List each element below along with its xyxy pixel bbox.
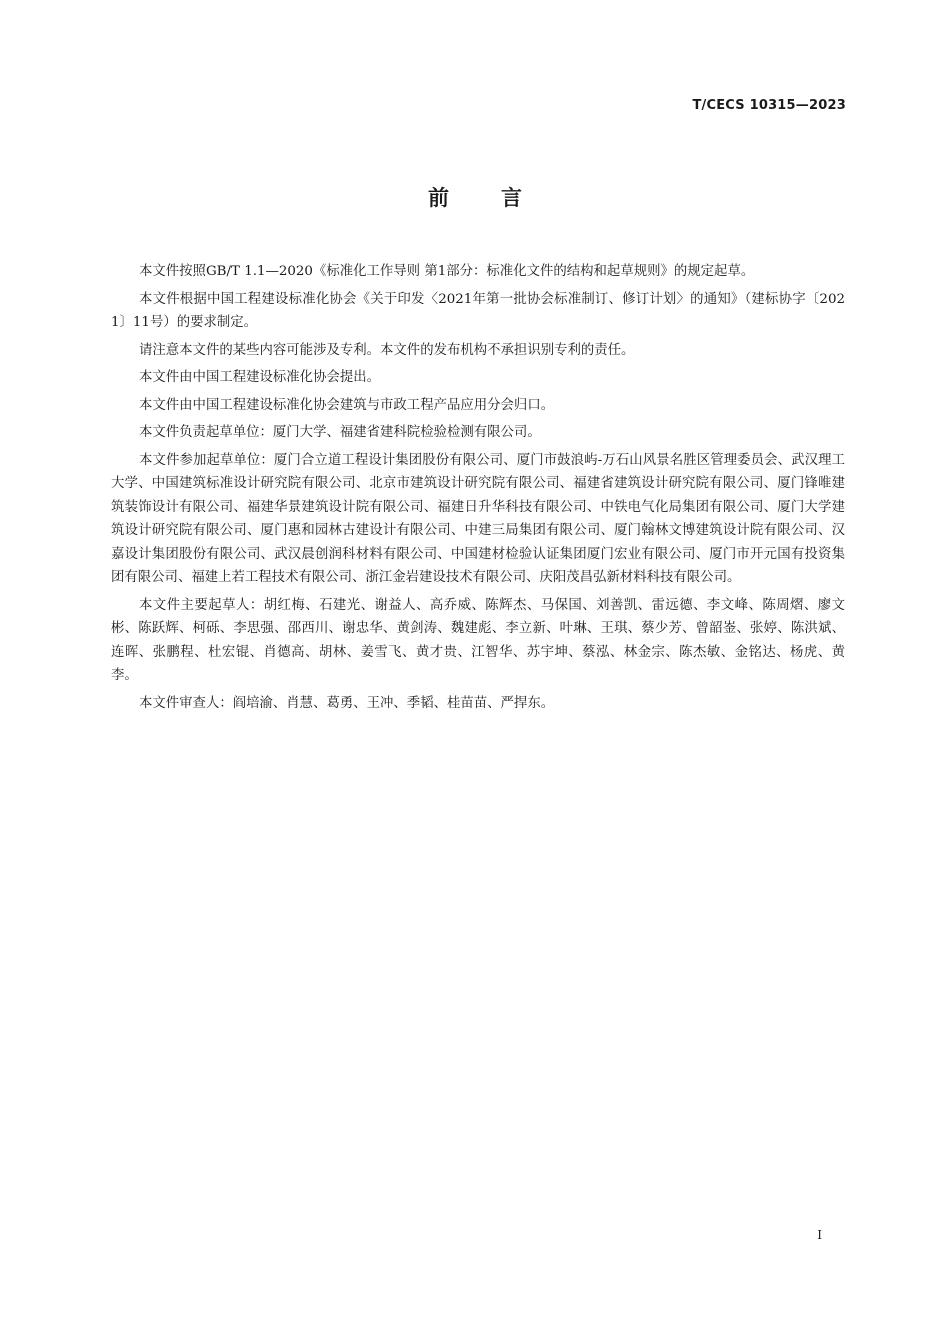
- page-title: 前言: [428, 186, 574, 210]
- paragraph-administered-by: 本文件由中国工程建设标准化协会建筑与市政工程产品应用分会归口。: [139, 397, 555, 413]
- paragraph-lead-drafters: 本文件负责起草单位：厦门大学、福建省建科院检验检测有限公司。: [139, 425, 541, 440]
- foreword-body: [111, 260, 845, 719]
- paragraph-participating-units: 本文件参加起草单位：厦门合立道工程设计集团股份有限公司、厦门市鼓浪屿-万石山风景名胜区管理委员会、武汉理工大学、中国建筑标准设计研究院有限公司、北京市建筑设计研究院有限公司、福建省建筑设计研究院有限公司、厦门锋唯建筑装饰设计有限公司、福建华景建筑设计院有限公司、福建日升华科技有限公司、中铁电气化局集团有限公司、厦门大学建筑设计研究院有限公司、厦门惠和园林古建设计有限公司、中建三局集团有限公司、厦门翰林文博建筑设计院有限公司、汉嘉设计集团股份有限公司、武汉晨创润科材料有限公司、中国建材检验认证集团厦门宏业有限公司、厦门市开元国有投资集团有限公司、福建上若工程技术有限公司、浙江金岩建设技术有限公司、庆阳茂昌弘新材料科技有限公司。: [111, 452, 845, 585]
- paragraph-proposed-by: 本文件由中国工程建设标准化协会提出。: [139, 370, 381, 385]
- paragraph-drafting-rules: 本文件按照GB/T 1.1—2020《标准化工作导则 第1部分：标准化文件的结构和起草规则》的规定起草。: [139, 264, 755, 279]
- paragraph-patent-notice: 请注意本文件的某些内容可能涉及专利。本文件的发布机构不承担识别专利的责任。: [139, 342, 635, 358]
- paragraph-basis: 本文件根据中国工程建设标准化协会《关于印发〈2021年第一批协会标准制订、修订计划〉的通知》（建标协字〔2021〕11号）的要求制定。: [111, 291, 845, 330]
- paragraph-main-drafters: 本文件主要起草人：胡红梅、石建光、谢益人、高乔威、陈辉杰、马保国、刘善凯、雷远德、李文峰、陈周熠、廖文彬、陈跃辉、柯砾、李思强、邵西川、谢忠华、黄剑涛、魏建彪、李立新、叶琳、王琪、蔡少芳、曾韶崟、张婷、陈洪斌、连晖、张鹏程、杜宏锟、肖德高、胡林、姜雪飞、黄才贵、江智华、苏宇坤、蔡泓、林金宗、陈杰敏、金铭达、杨虎、黄李。: [111, 597, 845, 683]
- document-code: T/CECS 10315—2023: [692, 98, 846, 113]
- page-number: I: [817, 1228, 822, 1242]
- paragraph-reviewers: 本文件审查人：阎培渝、肖慧、葛勇、王冲、季韬、桂苗苗、严捍东。: [139, 695, 555, 711]
